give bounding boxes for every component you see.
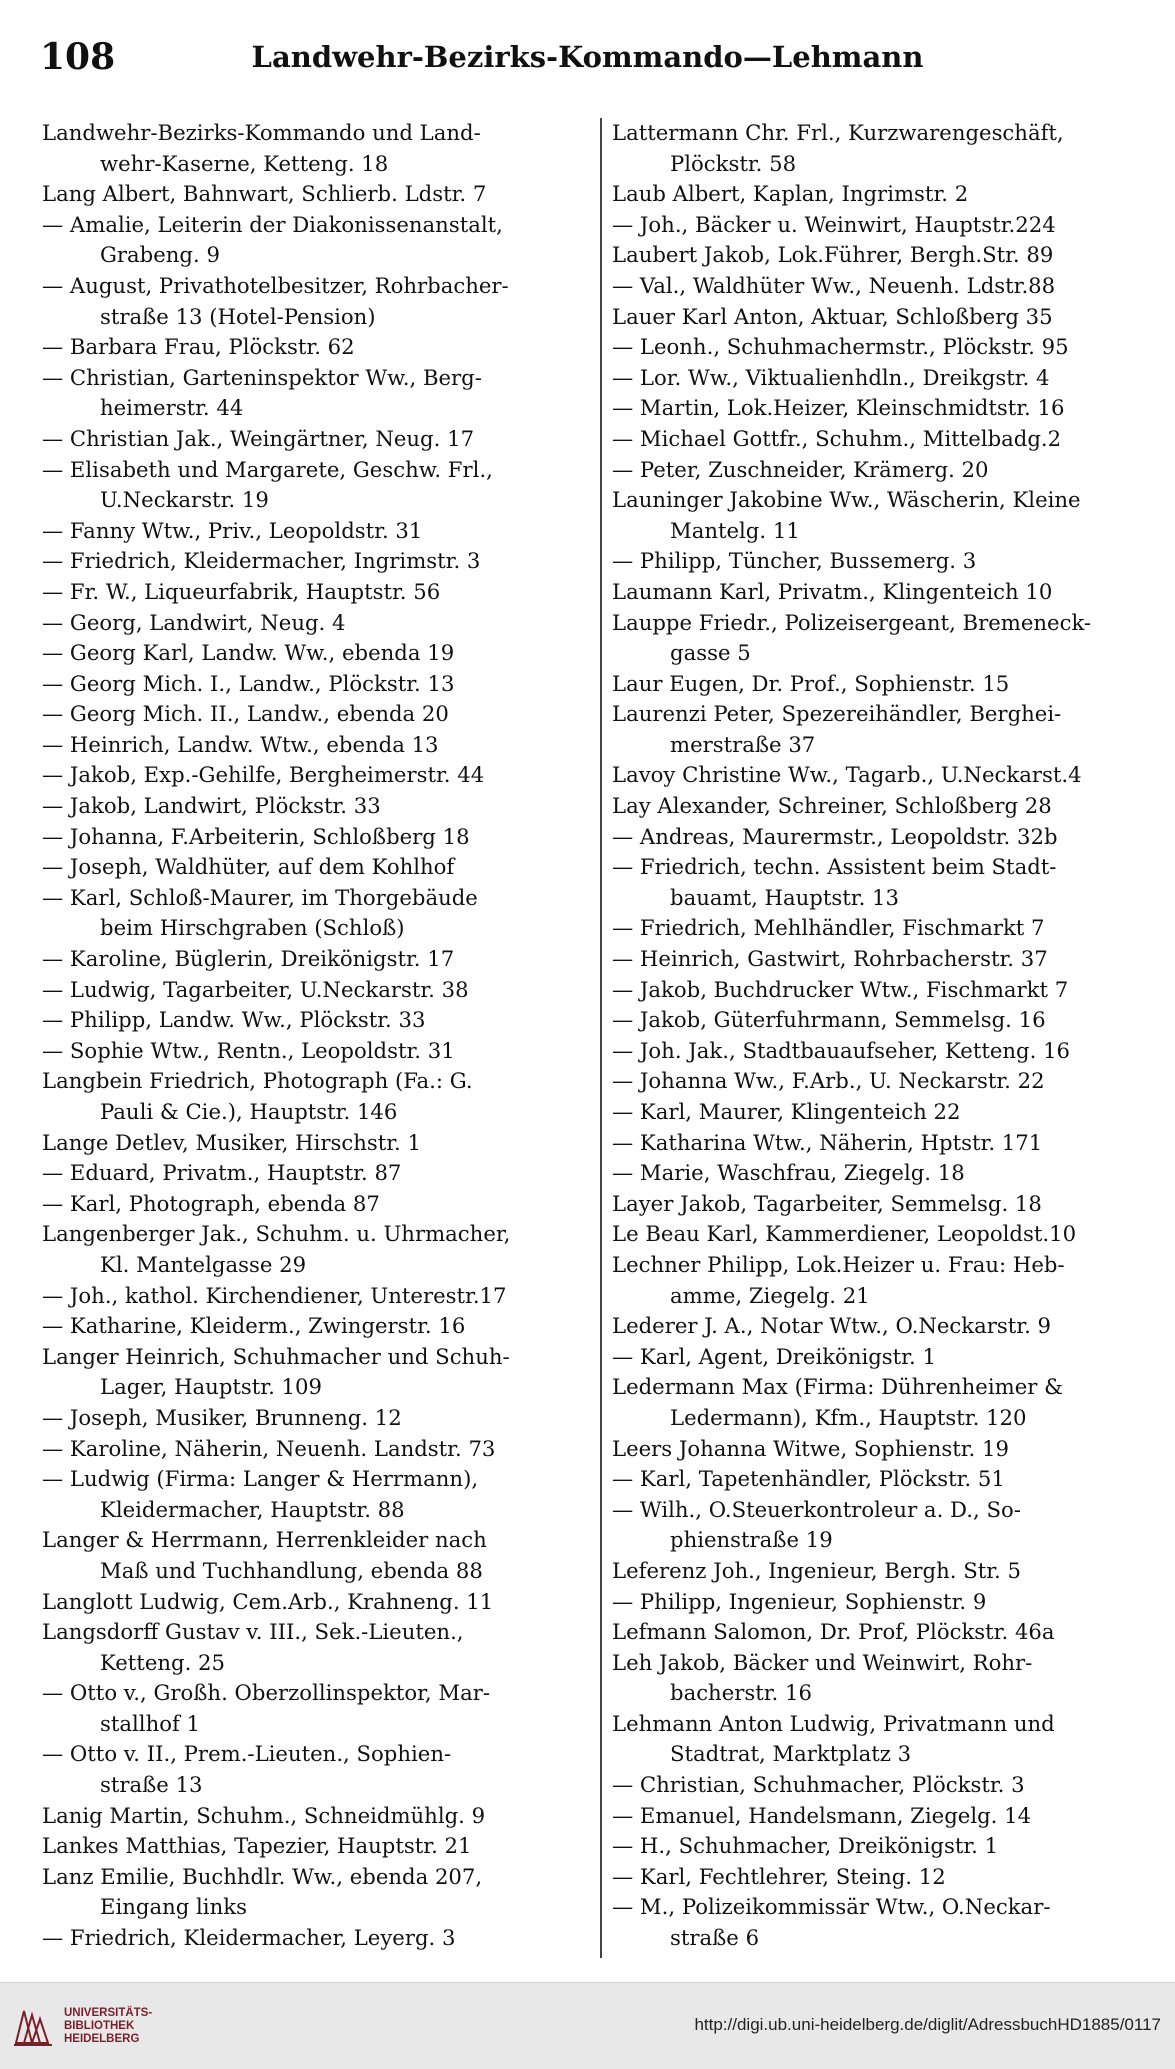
directory-entry-line: — Elisabeth und Margarete, Geschw. Frl., bbox=[42, 456, 493, 482]
directory-entry-line: Langsdorff Gustav v. III., Sek.-Lieuten., bbox=[42, 1619, 464, 1645]
directory-entry-line: — Friedrich, Kleidermacher, Ingrimstr. 3 bbox=[42, 548, 481, 574]
directory-entry-line: — Val., Waldhüter Ww., Neuenh. Ldstr.88 bbox=[612, 272, 1056, 298]
directory-entry-line: — Otto v. II., Prem.-Lieuten., Sophien- bbox=[42, 1741, 452, 1767]
directory-entry-line: — Karl, Fechtlehrer, Steing. 12 bbox=[612, 1863, 946, 1889]
directory-entry-line: — Friedrich, techn. Assistent beim Stadt- bbox=[612, 854, 1057, 880]
directory-entry-line: — Marie, Waschfrau, Ziegelg. 18 bbox=[612, 1160, 965, 1186]
directory-entry-line: Launinger Jakobine Ww., Wäscherin, Kleine bbox=[612, 487, 1081, 513]
directory-entry-line: — Johanna Ww., F.Arb., U. Neckarstr. 22 bbox=[612, 1068, 1045, 1094]
directory-entry-line: Laumann Karl, Privatm., Klingenteich 10 bbox=[612, 578, 1053, 604]
directory-entry-line: — Karl, Photograph, ebenda 87 bbox=[42, 1190, 380, 1216]
directory-entry-line: — Fr. W., Liqueurfabrik, Hauptstr. 56 bbox=[42, 578, 441, 604]
directory-entry-line: — Christian Jak., Weingärtner, Neug. 17 bbox=[42, 425, 475, 451]
directory-entry-line: Lankes Matthias, Tapezier, Hauptstr. 21 bbox=[42, 1833, 472, 1859]
directory-entry-line: Lechner Philipp, Lok.Heizer u. Frau: Heb- bbox=[612, 1251, 1065, 1277]
page-number: 108 bbox=[40, 36, 116, 78]
directory-entry-line: Lange Detlev, Musiker, Hirschstr. 1 bbox=[42, 1129, 422, 1155]
directory-entry-line: — Jakob, Buchdrucker Wtw., Fischmarkt 7 bbox=[612, 976, 1069, 1002]
directory-entry-line: — Katharine, Kleiderm., Zwingerstr. 16 bbox=[42, 1313, 466, 1339]
entry-continuation-line: Grabeng. 9 bbox=[100, 242, 220, 268]
entry-continuation-line: wehr-Kaserne, Ketteng. 18 bbox=[100, 150, 389, 176]
directory-entry-line: — August, Privathotelbesitzer, Rohrbacher- bbox=[42, 272, 509, 298]
entry-continuation-line: Plöckstr. 58 bbox=[670, 150, 797, 176]
directory-entry-line: — Joh., Bäcker u. Weinwirt, Hauptstr.224 bbox=[612, 211, 1056, 237]
directory-entry-line: — Karl, Schloß-Maurer, im Thorgebäude bbox=[42, 884, 478, 910]
library-seal-icon bbox=[10, 2003, 56, 2049]
directory-entry-line: — Karl, Agent, Dreikönigstr. 1 bbox=[612, 1343, 936, 1369]
directory-entry-line: — Ludwig, Tagarbeiter, U.Neckarstr. 38 bbox=[42, 976, 469, 1002]
directory-entry-line: — Karl, Maurer, Klingenteich 22 bbox=[612, 1099, 961, 1124]
directory-entry-line: — Joh., kathol. Kirchendiener, Unterestr.17 bbox=[42, 1282, 507, 1308]
library-name-line: BIBLIOTHEK bbox=[64, 2020, 135, 2032]
directory-entry-line: Laub Albert, Kaplan, Ingrimstr. 2 bbox=[612, 181, 969, 207]
directory-entry-line: — Joh. Jak., Stadtbauaufseher, Ketteng. 16 bbox=[612, 1037, 1071, 1063]
directory-entry-line: — Fanny Wtw., Priv., Leopoldstr. 31 bbox=[42, 517, 423, 543]
entry-continuation-line: Stadtrat, Marktplatz 3 bbox=[670, 1741, 912, 1767]
entry-continuation-line: heimerstr. 44 bbox=[100, 395, 244, 421]
library-name bbox=[64, 2007, 152, 2046]
directory-entry-line: Laubert Jakob, Lok.Führer, Bergh.Str. 89 bbox=[612, 242, 1054, 268]
directory-entry-line: Leh Jakob, Bäcker und Weinwirt, Rohr- bbox=[612, 1649, 1033, 1675]
directory-entry-line: — Otto v., Großh. Oberzollinspektor, Mar- bbox=[42, 1680, 491, 1706]
directory-entry-line: Lavoy Christine Ww., Tagarb., U.Neckarst.4 bbox=[612, 762, 1082, 788]
directory-entry-line: — Georg Mich. I., Landw., Plöckstr. 13 bbox=[42, 670, 455, 696]
entry-continuation-line: amme, Ziegelg. 21 bbox=[670, 1282, 870, 1308]
directory-entry-line: Lauppe Friedr., Polizeisergeant, Bremeneck- bbox=[612, 609, 1092, 635]
directory-entry-line: Leferenz Joh., Ingenieur, Bergh. Str. 5 bbox=[612, 1557, 1021, 1583]
directory-entry-line: — Jakob, Landwirt, Plöckstr. 33 bbox=[42, 793, 381, 819]
entry-continuation-line: Ketteng. 25 bbox=[100, 1649, 226, 1675]
directory-entry-line: — Joseph, Waldhüter, auf dem Kohlhof bbox=[42, 854, 455, 880]
entry-continuation-line: bauamt, Hauptstr. 13 bbox=[670, 884, 899, 910]
footer-bar bbox=[0, 1982, 1175, 2069]
directory-entry-line: Lederer J. A., Notar Wtw., O.Neckarstr. 9 bbox=[612, 1313, 1052, 1339]
directory-entry-line: Langenberger Jak., Schuhm. u. Uhrmacher, bbox=[42, 1221, 511, 1247]
directory-entry-line: — Friedrich, Kleidermacher, Leyerg. 3 bbox=[42, 1925, 456, 1951]
directory-entry-line: — Peter, Zuschneider, Krämerg. 20 bbox=[612, 456, 989, 482]
directory-entry-line: Laur Eugen, Dr. Prof., Sophienstr. 15 bbox=[612, 670, 1010, 696]
directory-entry-line: — Leonh., Schuhmachermstr., Plöckstr. 95 bbox=[612, 334, 1069, 360]
directory-entry-line: — Katharina Wtw., Näherin, Hptstr. 171 bbox=[612, 1129, 1043, 1155]
source-url-link[interactable]: http://digi.ub.uni-heidelberg.de/diglit/AdressbuchHD1885/0117 bbox=[694, 2015, 1161, 2034]
directory-entry-line: Lattermann Chr. Frl., Kurzwarengeschäft, bbox=[612, 120, 1064, 145]
directory-entry-line: — Christian, Schuhmacher, Plöckstr. 3 bbox=[612, 1772, 1025, 1798]
entry-continuation-line: bacherstr. 16 bbox=[670, 1680, 812, 1706]
directory-entry-line: — Martin, Lok.Heizer, Kleinschmidtstr. 16 bbox=[612, 395, 1065, 421]
directory-entry-line: — Amalie, Leiterin der Diakonissenanstalt, bbox=[42, 211, 503, 237]
library-name-line: HEIDELBERG bbox=[64, 2033, 140, 2045]
directory-entry-line: Lanz Emilie, Buchhdlr. Ww., ebenda 207, bbox=[42, 1863, 483, 1889]
directory-entry-line: — Karoline, Büglerin, Dreikönigstr. 17 bbox=[42, 946, 455, 972]
directory-entry-line: Lehmann Anton Ludwig, Privatmann und bbox=[612, 1710, 1055, 1736]
directory-entry-line: Langlott Ludwig, Cem.Arb., Krahneng. 11 bbox=[42, 1588, 494, 1614]
directory-entry-line: — Ludwig (Firma: Langer & Herrmann), bbox=[42, 1466, 479, 1492]
directory-entry-line: — Michael Gottfr., Schuhm., Mittelbadg.2 bbox=[612, 425, 1062, 451]
entry-continuation-line: U.Neckarstr. 19 bbox=[100, 487, 269, 513]
directory-entry-line: — Emanuel, Handelsmann, Ziegelg. 14 bbox=[612, 1802, 1032, 1828]
entry-continuation-line: Kl. Mantelgasse 29 bbox=[100, 1251, 307, 1277]
directory-entry-line: Langbein Friedrich, Photograph (Fa.: G. bbox=[42, 1068, 473, 1094]
directory-entry-line: — Johanna, F.Arbeiterin, Schloßberg 18 bbox=[42, 823, 470, 849]
directory-entry-line: Langer Heinrich, Schuhmacher und Schuh- bbox=[42, 1343, 510, 1369]
entry-continuation-line: Eingang links bbox=[100, 1894, 247, 1920]
entry-continuation-line: Ledermann), Kfm., Hauptstr. 120 bbox=[670, 1404, 1027, 1430]
directory-entry-line: Landwehr-Bezirks-Kommando und Land- bbox=[42, 120, 481, 145]
directory-entry-line: Layer Jakob, Tagarbeiter, Semmelsg. 18 bbox=[612, 1190, 1042, 1216]
left-column bbox=[42, 118, 590, 1954]
running-title: Landwehr-Bezirks-Kommando—Lehmann bbox=[251, 40, 924, 74]
entry-continuation-line: straße 13 (Hotel-Pension) bbox=[100, 303, 376, 329]
directory-entry-line: — Philipp, Ingenieur, Sophienstr. 9 bbox=[612, 1588, 987, 1614]
directory-entry-line: Le Beau Karl, Kammerdiener, Leopoldst.10 bbox=[612, 1221, 1077, 1247]
directory-entry-line: — Lor. Ww., Viktualienhdln., Dreikgstr. 4 bbox=[612, 364, 1050, 390]
right-column bbox=[612, 118, 1150, 1954]
directory-entry-line: — H., Schuhmacher, Dreikönigstr. 1 bbox=[612, 1833, 999, 1859]
entry-continuation-line: stallhof 1 bbox=[100, 1710, 201, 1736]
directory-entry-line: — Wilh., O.Steuerkontroleur a. D., So- bbox=[612, 1496, 1021, 1522]
directory-entry-line: Langer & Herrmann, Herrenkleider nach bbox=[42, 1527, 487, 1553]
entry-continuation-line: phienstraße 19 bbox=[670, 1527, 833, 1553]
directory-entry-line: Lauer Karl Anton, Aktuar, Schloßberg 35 bbox=[612, 303, 1053, 329]
directory-entry-line: — Andreas, Maurermstr., Leopoldstr. 32b bbox=[612, 823, 1058, 849]
entry-continuation-line: Kleidermacher, Hauptstr. 88 bbox=[100, 1496, 405, 1522]
directory-entry-line: — Philipp, Landw. Ww., Plöckstr. 33 bbox=[42, 1007, 426, 1033]
directory-entry-line: — Friedrich, Mehlhändler, Fischmarkt 7 bbox=[612, 915, 1045, 941]
entry-continuation-line: straße 6 bbox=[670, 1925, 760, 1951]
directory-entry-line: Ledermann Max (Firma: Dührenheimer & bbox=[612, 1374, 1063, 1400]
directory-entry-line: — M., Polizeikommissär Wtw., O.Neckar- bbox=[612, 1894, 1051, 1920]
column-divider bbox=[600, 118, 602, 1958]
directory-entry-line: — Jakob, Güterfuhrmann, Semmelsg. 16 bbox=[612, 1007, 1046, 1033]
directory-entry-line: — Georg Mich. II., Landw., ebenda 20 bbox=[42, 701, 449, 727]
entry-continuation-line: Maß und Tuchhandlung, ebenda 88 bbox=[100, 1557, 483, 1583]
directory-entry-line: — Sophie Wtw., Rentn., Leopoldstr. 31 bbox=[42, 1037, 455, 1063]
directory-entry-line: — Eduard, Privatm., Hauptstr. 87 bbox=[42, 1160, 402, 1186]
directory-entry-line: Lay Alexander, Schreiner, Schloßberg 28 bbox=[612, 793, 1052, 819]
directory-entry-line: — Joseph, Musiker, Brunneng. 12 bbox=[42, 1404, 402, 1430]
directory-entry-line: — Christian, Garteninspektor Ww., Berg- bbox=[42, 364, 482, 390]
entry-continuation-line: Pauli & Cie.), Hauptstr. 146 bbox=[100, 1099, 398, 1124]
directory-entry-line: — Heinrich, Landw. Wtw., ebenda 13 bbox=[42, 731, 439, 757]
directory-entry-line: — Barbara Frau, Plöckstr. 62 bbox=[42, 334, 355, 360]
entry-continuation-line: merstraße 37 bbox=[670, 731, 816, 757]
directory-entry-line: Lang Albert, Bahnwart, Schlierb. Ldstr. 7 bbox=[42, 181, 487, 207]
entry-continuation-line: Mantelg. 11 bbox=[670, 517, 800, 543]
library-name-line: UNIVERSITÄTS- bbox=[64, 2007, 153, 2019]
directory-entry-line: — Jakob, Exp.-Gehilfe, Bergheimerstr. 44 bbox=[42, 762, 485, 788]
entry-continuation-line: Lager, Hauptstr. 109 bbox=[100, 1374, 323, 1400]
entry-continuation-line: gasse 5 bbox=[670, 640, 751, 666]
directory-entry-line: Leers Johanna Witwe, Sophienstr. 19 bbox=[612, 1435, 1009, 1461]
entry-continuation-line: beim Hirschgraben (Schloß) bbox=[100, 915, 405, 941]
entry-continuation-line: straße 13 bbox=[100, 1772, 203, 1798]
directory-entry-line: Laurenzi Peter, Spezereihändler, Berghei- bbox=[612, 701, 1062, 727]
directory-entry-line: — Georg, Landwirt, Neug. 4 bbox=[42, 609, 346, 635]
directory-entry-line: — Georg Karl, Landw. Ww., ebenda 19 bbox=[42, 640, 455, 666]
directory-entry-line: Lefmann Salomon, Dr. Prof, Plöckstr. 46a bbox=[612, 1619, 1055, 1645]
directory-entry-line: — Heinrich, Gastwirt, Rohrbacherstr. 37 bbox=[612, 946, 1048, 972]
directory-entry-line: — Karl, Tapetenhändler, Plöckstr. 51 bbox=[612, 1466, 1005, 1492]
directory-entry-line: Lanig Martin, Schuhm., Schneidmühlg. 9 bbox=[42, 1802, 486, 1828]
directory-entry-line: — Philipp, Tüncher, Bussemerg. 3 bbox=[612, 548, 977, 574]
directory-entry-line: — Karoline, Näherin, Neuenh. Landstr. 73 bbox=[42, 1435, 496, 1461]
